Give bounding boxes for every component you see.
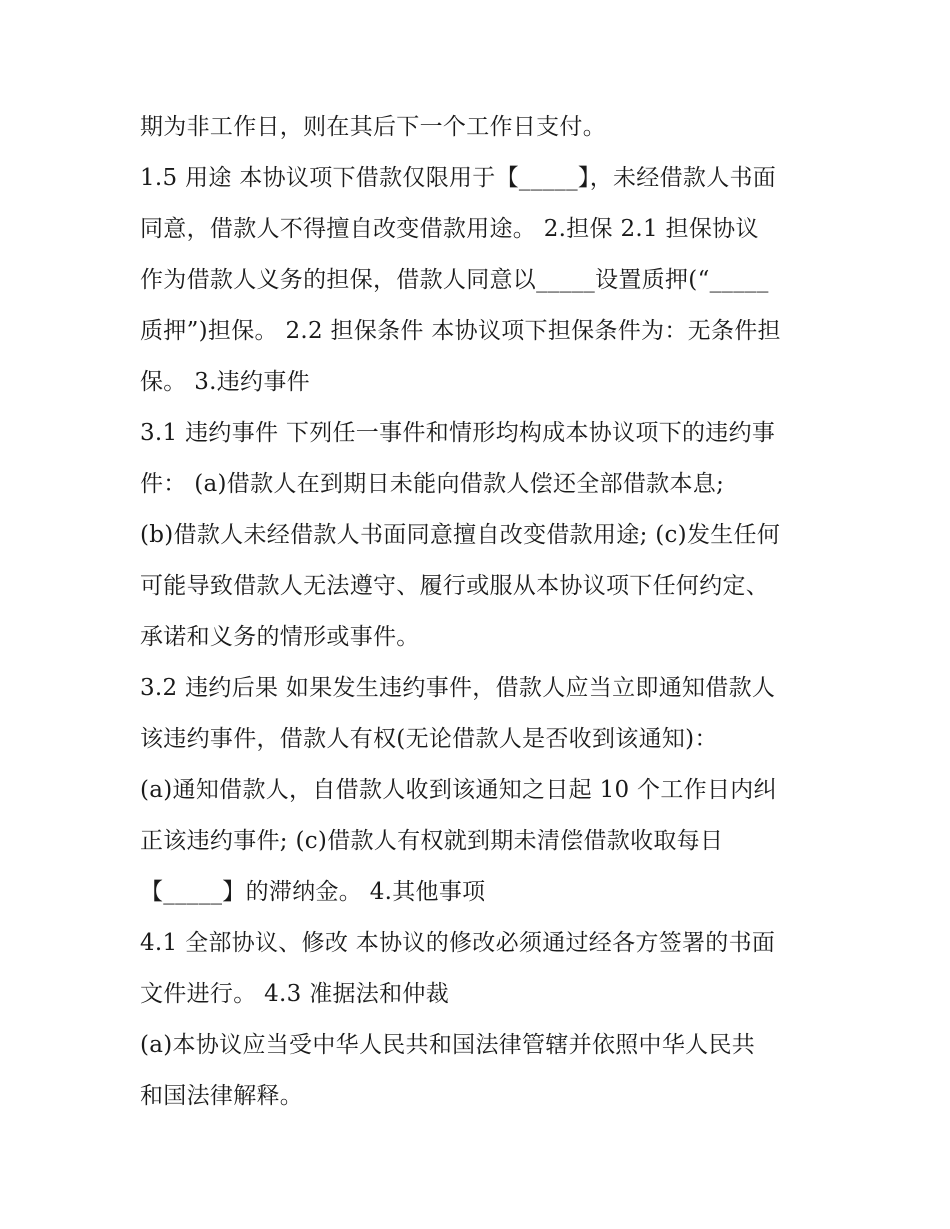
text-line: 4.1 全部协议、修改 本协议的修改必须通过经各方签署的书面	[140, 930, 776, 956]
text-line: 期为非工作日，则在其后下一个工作日支付。	[140, 114, 606, 140]
text-line: 该违约事件，借款人有权(无论借款人是否收到该通知)：	[140, 726, 718, 752]
text-line: 3.2 违约后果 如果发生违约事件，借款人应当立即通知借款人	[140, 675, 776, 701]
text-line: (a)本协议应当受中华人民共和国法律管辖并依照中华人民共	[140, 1032, 756, 1058]
text-line: 质押”)担保。 2.2 担保条件 本协议项下担保条件为：无条件担	[140, 318, 781, 344]
text-line: 文件进行。 4.3 准据法和仲裁	[140, 981, 449, 1007]
text-line: (b)借款人未经借款人书面同意擅自改变借款用途; (c)发生任何	[140, 522, 781, 548]
text-line: 同意，借款人不得擅自改变借款用途。 2.担保 2.1 担保协议	[140, 216, 759, 242]
text-line: (a)通知借款人，自借款人收到该通知之日起 10 个工作日内纠	[140, 777, 777, 803]
text-line: 1.5 用途 本协议项下借款仅限用于【_____】，未经借款人书面	[140, 165, 777, 191]
text-line: 正该违约事件; (c)借款人有权就到期未清偿借款收取每日	[140, 828, 724, 854]
text-line: 和国法律解释。	[140, 1083, 304, 1109]
text-line: 【_____】的滞纳金。 4.其他事项	[140, 879, 486, 905]
text-line: 作为借款人义务的担保，借款人同意以_____设置质押(“_____	[140, 267, 769, 293]
text-line: 承诺和义务的情形或事件。	[140, 624, 420, 650]
text-line: 保。 3.违约事件	[140, 369, 310, 395]
text-line: 可能导致借款人无法遵守、履行或服从本协议项下任何约定、	[140, 573, 770, 599]
text-line: 3.1 违约事件 下列任一事件和情形均构成本协议项下的违约事	[140, 420, 776, 446]
text-line: 件： (a)借款人在到期日未能向借款人偿还全部借款本息;	[140, 471, 725, 497]
document-body	[140, 102, 820, 1122]
